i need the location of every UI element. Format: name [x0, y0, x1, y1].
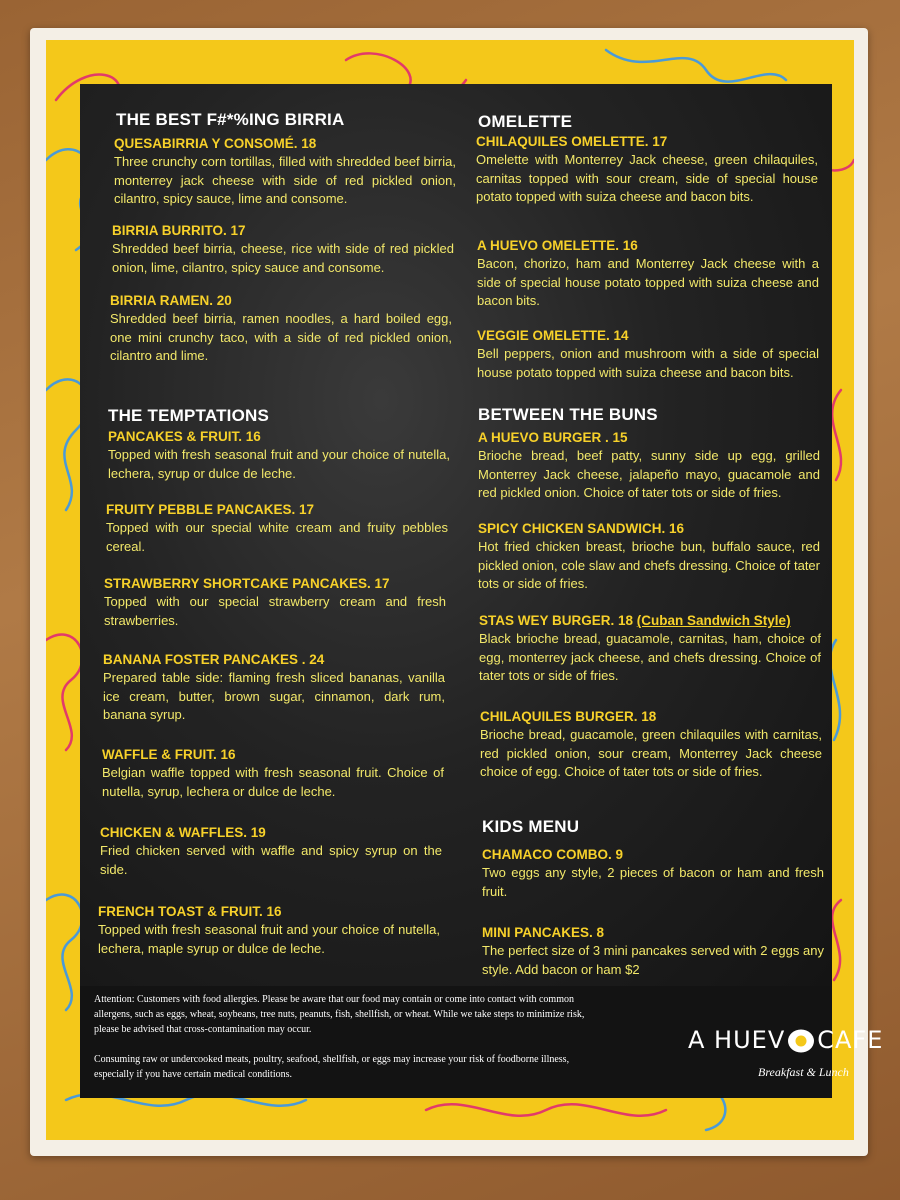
section-title-temptations: THE TEMPTATIONS — [108, 406, 270, 425]
menu-item-description: Brioche bread, beef patty, sunny side up egg, grilled Monterrey Jack cheese, jalapeño mayo, guacamole and red pickled onion. Choice of tater tots or side of fries. — [478, 448, 820, 500]
menu-item-name-text: STAS WEY BURGER. 18 — [479, 613, 634, 628]
menu-item-name: BANANA FOSTER PANCAKES . 24 — [103, 652, 325, 667]
menu-item-description: Belgian waffle topped with fresh seasonal fruit. Choice of nutella, syrup, lechera or dulce de leche. — [102, 765, 444, 799]
allergy-notice: Attention: Customers with food allergies. Please be aware that our food may contain or come into contact with common allergens, such as eggs, wheat, soybeans, tree nuts, peanuts, fish, shellfish, or wheat. While we take steps to minimize risk, please be advised that cross-contamination may occur. — [94, 994, 585, 1035]
menu-item-name: BIRRIA RAMEN. 20 — [110, 293, 232, 308]
menu-item-description: Topped with fresh seasonal fruit and your choice of nutella, lechera, maple syrup or dulce de leche. — [98, 922, 440, 956]
menu-item-description: Prepared table side: flaming fresh sliced bananas, vanilla ice cream, butter, brown sugar, cinnamon, dark rum, banana syrup. — [103, 670, 445, 722]
menu-item — [104, 575, 446, 630]
menu-item-description: Hot fried chicken breast, brioche bun, buffalo sauce, red pickled onion, cole slaw and chefs dressing. Choice of tater tots or side of fries. — [478, 539, 820, 591]
menu-item-name — [479, 612, 821, 630]
menu-item — [477, 237, 819, 311]
menu-item — [480, 708, 822, 782]
menu-item — [102, 746, 444, 801]
menu-item-name: A HUEVO OMELETTE. 16 — [477, 238, 638, 253]
menu-item — [478, 429, 820, 503]
menu-item-name: CHICKEN & WAFFLES. 19 — [100, 825, 266, 840]
menu-item-name: SPICY CHICKEN SANDWICH. 16 — [478, 521, 685, 536]
menu-item — [478, 520, 820, 594]
menu-item — [479, 612, 821, 686]
fried-egg-icon — [787, 1028, 815, 1054]
menu-item — [114, 135, 456, 209]
menu-item-description: Omelette with Monterrey Jack cheese, green chilaquiles, carnitas topped with sour cream, side of special house potato topped with suiza cheese and bacon bits. — [476, 152, 818, 204]
menu-item-style-note: (Cuban Sandwich Style) — [636, 613, 791, 628]
menu-item-name: CHILAQUILES OMELETTE. 17 — [476, 134, 668, 149]
menu-item-description: Topped with our special strawberry cream and fresh strawberries. — [104, 594, 446, 628]
menu-item-description: Shredded beef birria, cheese, rice with side of red pickled onion, lime, cilantro, spicy sauce and consome. — [112, 241, 454, 275]
menu-item-name: FRENCH TOAST & FRUIT. 16 — [98, 904, 282, 919]
raw-food-notice: Consuming raw or undercooked meats, poultry, seafood, shellfish, or eggs may increase your risk of foodborne illness, especially if you have certain medical conditions. — [94, 1054, 570, 1080]
menu-item — [98, 903, 440, 958]
menu-item-description: Two eggs any style, 2 pieces of bacon or ham and fresh fruit. — [482, 865, 824, 899]
menu-item — [477, 327, 819, 382]
menu-item-name: FRUITY PEBBLE PANCAKES. 17 — [106, 502, 315, 517]
menu-item-name: PANCAKES & FRUIT. 16 — [108, 429, 261, 444]
logo-word-right: CAFE — [817, 1026, 884, 1054]
logo-word-left: A HUEV — [688, 1026, 786, 1054]
menu-item-description: Topped with fresh seasonal fruit and your choice of nutella, lechera, syrup or dulce de leche. — [108, 447, 450, 481]
menu-item-name: CHILAQUILES BURGER. 18 — [480, 709, 657, 724]
menu-item — [106, 501, 448, 556]
cafe-logo — [688, 1026, 884, 1086]
menu-item-description: Bacon, chorizo, ham and Monterrey Jack cheese with a side of special house potato topped with suiza cheese and bacon bits. — [477, 256, 819, 308]
menu-item-description: Bell peppers, onion and mushroom with a side of special house potato topped with suiza cheese and bacon bits. — [477, 346, 819, 380]
section-title-between-the-buns: BETWEEN THE BUNS — [478, 405, 658, 424]
menu-item — [100, 824, 442, 879]
logo-tagline: Breakfast & Lunch — [758, 1065, 849, 1079]
menu-item-name: WAFFLE & FRUIT. 16 — [102, 747, 236, 762]
menu-item-description: Three crunchy corn tortillas, filled with shredded beef birria, monterrey jack cheese with side of red pickled onion, cilantro, spicy sauce, lime and consome. — [114, 154, 456, 206]
menu-item-name: CHAMACO COMBO. 9 — [482, 847, 623, 862]
menu-item-name: STRAWBERRY SHORTCAKE PANCAKES. 17 — [104, 576, 390, 591]
menu-item-description: Topped with our special white cream and fruity pebbles cereal. — [106, 520, 448, 554]
section-title-birria: THE BEST F#*%ING BIRRIA — [116, 110, 345, 129]
menu-item — [482, 846, 824, 901]
menu-item — [110, 292, 452, 366]
menu-item-description: Black brioche bread, guacamole, carnitas, ham, choice of egg, monterrey jack cheese, and chefs dressing. Choice of tater tots or side of fries. — [479, 631, 821, 683]
menu-item-description: Brioche bread, guacamole, green chilaquiles with carnitas, red pickled onion, sour cream, Monterrey Jack cheese choice of egg. Choice of tater tots or side of fries. — [480, 727, 822, 779]
menu-item — [103, 651, 445, 725]
menu-item — [482, 924, 824, 979]
menu-item-name: MINI PANCAKES. 8 — [482, 925, 605, 940]
menu-item — [112, 222, 454, 277]
logo-wordmark — [688, 1026, 883, 1054]
menu-item-description: Fried chicken served with waffle and spicy syrup on the side. — [100, 843, 442, 877]
menu-item-name: VEGGIE OMELETTE. 14 — [477, 328, 629, 343]
menu-item-description: The perfect size of 3 mini pancakes served with 2 eggs any style. Add bacon or ham $2 — [482, 943, 824, 977]
section-title-kids-menu: KIDS MENU — [482, 817, 580, 836]
section-title-omelette: OMELETTE — [478, 112, 573, 131]
menu-item — [108, 428, 450, 483]
menu-item-description: Shredded beef birria, ramen noodles, a hard boiled egg, one mini crunchy taco, with a side of red pickled onion, cilantro and lime. — [110, 311, 452, 363]
menu-item — [476, 133, 818, 207]
menu-item-name: QUESABIRRIA Y CONSOMÉ. 18 — [114, 136, 317, 151]
menu-item-name: BIRRIA BURRITO. 17 — [112, 223, 246, 238]
menu-item-name: A HUEVO BURGER . 15 — [478, 430, 628, 445]
